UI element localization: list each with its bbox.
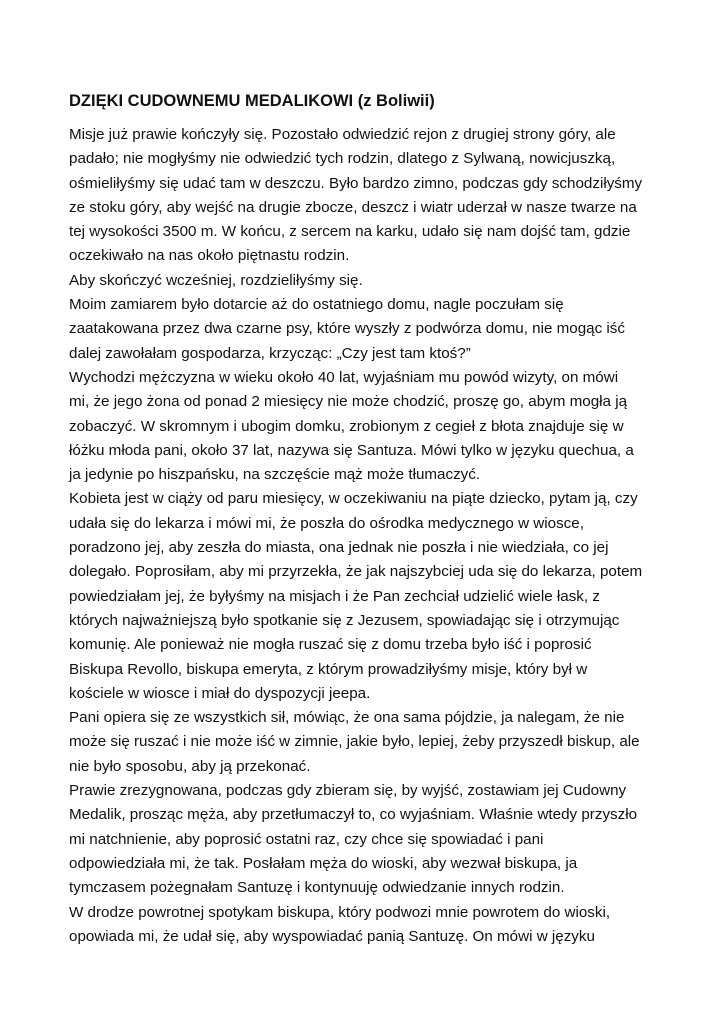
text-line: może się ruszać i nie może iść w zimnie, jakie było, lepiej, żeby przyszedł biskup, ale — [69, 733, 640, 751]
text-line: Kobieta jest w ciąży od paru miesięcy, w oczekiwaniu na piąte dziecko, pytam ją, czy — [69, 490, 638, 508]
text-line: zobaczyć. W skromnym i ubogim domku, zrobionym z cegieł z błota znajduje się w — [69, 417, 624, 435]
text-line: Aby skończyć wcześniej, rozdzieliłyśmy się. — [69, 271, 363, 289]
text-line: zaatakowana przez dwa czarne psy, które wyszły z podwórza domu, nie mogąc iść — [69, 320, 625, 338]
text-line: udała się do lekarza i mówi mi, że poszła do ośrodka medycznego w wiosce, — [69, 514, 584, 532]
text-line: oczekiwało na nas około piętnastu rodzin. — [69, 247, 350, 265]
document-body — [69, 123, 669, 949]
text-line: kościele w wiosce i miał do dyspozycji jeepa. — [69, 684, 371, 702]
text-line: Biskupa Revollo, biskupa emeryta, z którym prowadziłyśmy misje, który był w — [69, 660, 588, 678]
text-line: opowiada mi, że udał się, aby wyspowiadać panią Santuzę. On mówi w języku — [69, 927, 595, 945]
text-line: Moim zamiarem było dotarcie aż do ostatniego domu, nagle poczułam się — [69, 296, 564, 314]
text-line: poradzono jej, aby zeszła do miasta, ona jednak nie poszła i nie wiedziała, co jej — [69, 539, 609, 557]
text-line: dalej zawołałam gospodarza, krzycząc: „Czy jest tam ktoś?” — [69, 344, 471, 362]
document-title: DZIĘKI CUDOWNEMU MEDALIKOWI (z Boliwii) — [69, 92, 435, 110]
text-line: ośmieliłyśmy się udać tam w deszczu. Było bardzo zimno, podczas gdy schodziłyśmy — [69, 174, 643, 192]
text-line: W drodze powrotnej spotykam biskupa, który podwozi mnie powrotem do wioski, — [69, 903, 611, 921]
text-line: tej wysokości 3500 m. W końcu, z sercem na karku, udało się nam dojść tam, gdzie — [69, 223, 631, 241]
text-line: nie było sposobu, aby ją przekonać. — [69, 757, 311, 775]
text-line: Prawie zrezygnowana, podczas gdy zbieram się, by wyjść, zostawiam jej Cudowny — [69, 782, 627, 800]
text-line: komunię. Ale ponieważ nie mogła ruszać się z domu trzeba było iść i poprosić — [69, 636, 592, 654]
text-line: których najważniejszą było spotkanie się z Jezusem, spowiadając się i otrzymując — [69, 611, 620, 629]
text-line: dolegało. Poprosiłam, aby mi przyrzekła, że jak najszybciej uda się do lekarza, potem — [69, 563, 643, 581]
text-line: ja jedynie po hiszpańsku, na szczęście mąż może tłumaczyć. — [69, 466, 481, 484]
text-line: Medalik, prosząc męża, aby przetłumaczył to, co wyjaśniam. Właśnie wtedy przyszło — [69, 806, 638, 824]
text-line: Wychodzi mężczyzna w wieku około 40 lat, wyjaśniam mu powód wizyty, on mówi — [69, 368, 619, 386]
text-line: tymczasem pożegnałam Santuzę i kontynuuję odwiedzanie innych rodzin. — [69, 879, 565, 897]
text-line: Pani opiera się ze wszystkich sił, mówiąc, że ona sama pójdzie, ja nalegam, że nie — [69, 709, 625, 727]
text-line: łóżku młoda pani, około 37 lat, nazywa się Santuza. Mówi tylko w języku quechua, a — [69, 441, 634, 459]
text-line: Misje już prawie kończyły się. Pozostało odwiedzić rejon z drugiej strony góry, ale — [69, 126, 616, 143]
text-line: padało; nie mogłyśmy nie odwiedzić tych rodzin, dlatego z Sylwaną, nowicjuszką, — [69, 150, 616, 168]
text-line: mi, że jego żona od ponad 2 miesięcy nie może chodzić, proszę go, abym mogła ją — [69, 393, 628, 411]
text-line: odpowiedziała mi, że tak. Posłałam męża do wioski, aby wezwał biskupa, ja — [69, 854, 578, 872]
text-line: ze stoku góry, aby wejść na drugie zbocze, deszcz i wiatr uderzał w nasze twarze na — [69, 198, 637, 216]
text-line: powiedziałam jej, że byłyśmy na misjach i że Pan zechciał udzielić wiele łask, z — [69, 587, 600, 605]
text-line: mi natchnienie, aby poprosić ostatni raz, czy chce się spowiadać i pani — [69, 830, 544, 848]
